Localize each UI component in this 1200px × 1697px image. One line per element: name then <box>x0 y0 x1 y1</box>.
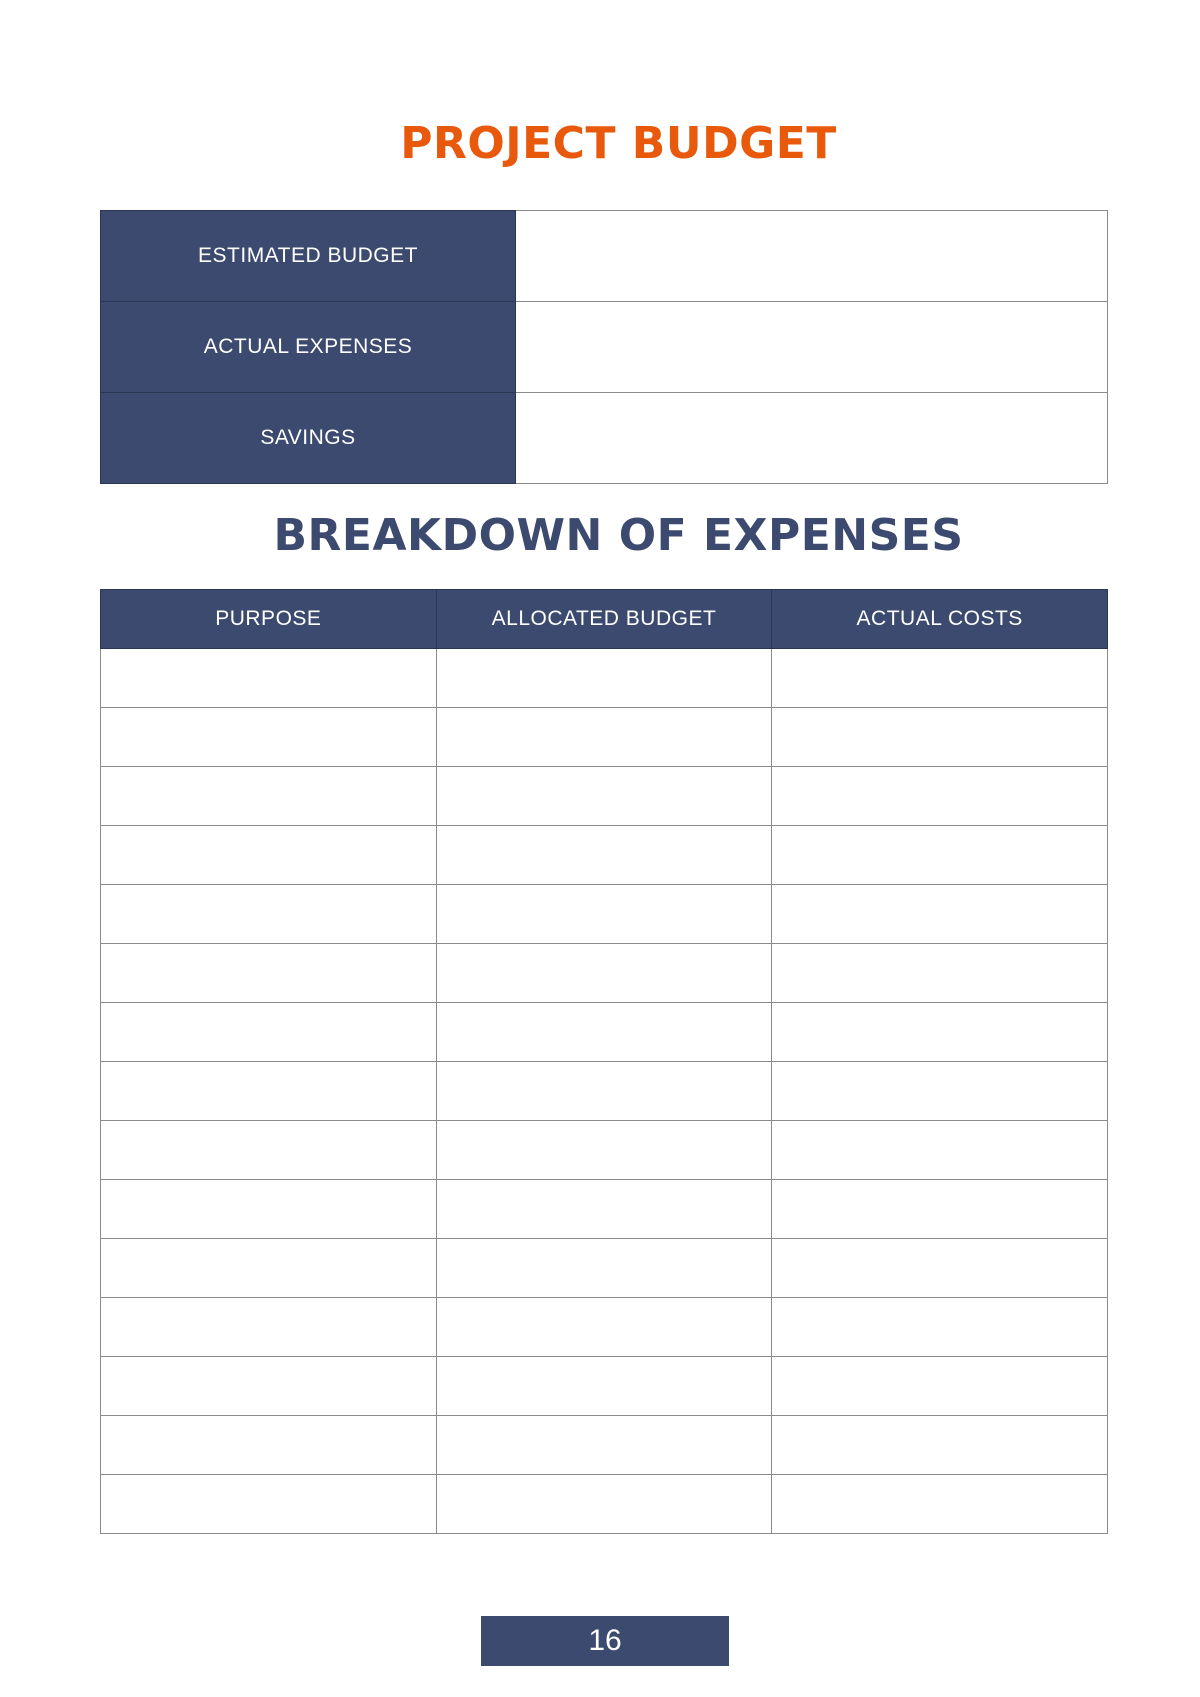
allocated-budget-cell[interactable] <box>436 1357 772 1416</box>
column-header-allocated-budget: ALLOCATED BUDGET <box>436 590 772 649</box>
allocated-budget-cell[interactable] <box>436 826 772 885</box>
page-title: PROJECT BUDGET <box>400 118 837 169</box>
table-row <box>101 1357 1108 1416</box>
actual-costs-cell[interactable] <box>772 1121 1108 1180</box>
allocated-budget-cell[interactable] <box>436 649 772 708</box>
table-row <box>101 1475 1108 1534</box>
expenses-breakdown-table <box>100 589 1108 1534</box>
table-row <box>101 885 1108 944</box>
purpose-cell[interactable] <box>101 1062 437 1121</box>
budget-summary-table <box>100 210 1108 484</box>
purpose-cell[interactable] <box>101 944 437 1003</box>
allocated-budget-cell[interactable] <box>436 767 772 826</box>
purpose-cell[interactable] <box>101 885 437 944</box>
purpose-cell[interactable] <box>101 1357 437 1416</box>
allocated-budget-cell[interactable] <box>436 1180 772 1239</box>
section-title: BREAKDOWN OF EXPENSES <box>273 510 964 561</box>
purpose-cell[interactable] <box>101 1121 437 1180</box>
table-row <box>101 1003 1108 1062</box>
allocated-budget-cell[interactable] <box>436 1062 772 1121</box>
actual-costs-cell[interactable] <box>772 1357 1108 1416</box>
actual-costs-cell[interactable] <box>772 1416 1108 1475</box>
actual-costs-cell[interactable] <box>772 1239 1108 1298</box>
actual-costs-cell[interactable] <box>772 1062 1108 1121</box>
table-row <box>101 826 1108 885</box>
purpose-cell[interactable] <box>101 767 437 826</box>
purpose-cell[interactable] <box>101 1180 437 1239</box>
allocated-budget-cell[interactable] <box>436 885 772 944</box>
actual-costs-cell[interactable] <box>772 1003 1108 1062</box>
actual-costs-cell[interactable] <box>772 1475 1108 1534</box>
actual-costs-cell[interactable] <box>772 1298 1108 1357</box>
column-header-purpose: PURPOSE <box>101 590 437 649</box>
purpose-cell[interactable] <box>101 649 437 708</box>
actual-costs-cell[interactable] <box>772 1180 1108 1239</box>
table-row <box>101 1121 1108 1180</box>
summary-label: ACTUAL EXPENSES <box>101 302 516 393</box>
table-row <box>101 1180 1108 1239</box>
summary-value-field[interactable] <box>516 393 1108 484</box>
column-header-actual-costs: ACTUAL COSTS <box>772 590 1108 649</box>
summary-value-field[interactable] <box>516 302 1108 393</box>
table-row <box>101 1062 1108 1121</box>
summary-label: SAVINGS <box>101 393 516 484</box>
purpose-cell[interactable] <box>101 1416 437 1475</box>
actual-costs-cell[interactable] <box>772 826 1108 885</box>
allocated-budget-cell[interactable] <box>436 1003 772 1062</box>
allocated-budget-cell[interactable] <box>436 1298 772 1357</box>
purpose-cell[interactable] <box>101 1475 437 1534</box>
table-row <box>101 649 1108 708</box>
table-row <box>101 1416 1108 1475</box>
purpose-cell[interactable] <box>101 1298 437 1357</box>
summary-row-actual-expenses <box>101 302 1108 393</box>
actual-costs-cell[interactable] <box>772 767 1108 826</box>
table-header-row <box>101 590 1108 649</box>
allocated-budget-cell[interactable] <box>436 1121 772 1180</box>
purpose-cell[interactable] <box>101 1003 437 1062</box>
allocated-budget-cell[interactable] <box>436 1239 772 1298</box>
table-row <box>101 767 1108 826</box>
summary-row-estimated-budget <box>101 211 1108 302</box>
summary-row-savings <box>101 393 1108 484</box>
table-row <box>101 944 1108 1003</box>
summary-label: ESTIMATED BUDGET <box>101 211 516 302</box>
allocated-budget-cell[interactable] <box>436 1416 772 1475</box>
table-row <box>101 1239 1108 1298</box>
actual-costs-cell[interactable] <box>772 649 1108 708</box>
actual-costs-cell[interactable] <box>772 708 1108 767</box>
table-row <box>101 1298 1108 1357</box>
actual-costs-cell[interactable] <box>772 944 1108 1003</box>
purpose-cell[interactable] <box>101 1239 437 1298</box>
purpose-cell[interactable] <box>101 826 437 885</box>
allocated-budget-cell[interactable] <box>436 944 772 1003</box>
allocated-budget-cell[interactable] <box>436 1475 772 1534</box>
summary-value-field[interactable] <box>516 211 1108 302</box>
page-number: 16 <box>481 1616 729 1666</box>
actual-costs-cell[interactable] <box>772 885 1108 944</box>
purpose-cell[interactable] <box>101 708 437 767</box>
table-row <box>101 708 1108 767</box>
allocated-budget-cell[interactable] <box>436 708 772 767</box>
